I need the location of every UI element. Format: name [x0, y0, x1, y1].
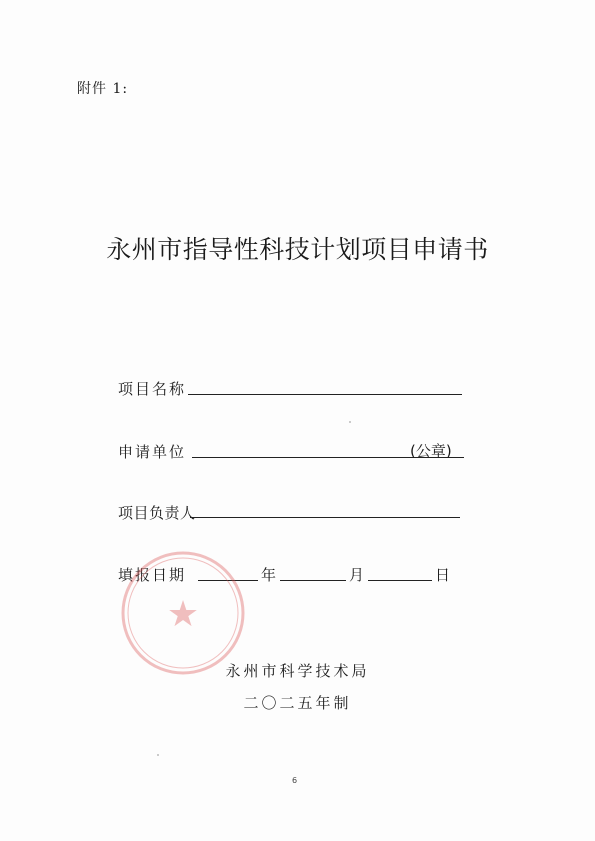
month-unit: 月 [349, 566, 365, 584]
fill-month-field[interactable] [280, 580, 346, 581]
project-name-label: 项目名称 [118, 380, 187, 398]
official-seal-stamp [118, 548, 248, 678]
day-unit: 日 [435, 566, 451, 584]
year-made: 二〇二五年制 [243, 694, 352, 712]
official-seal-note: (公章) [410, 442, 452, 460]
scan-speck [157, 754, 159, 756]
scan-speck [349, 421, 351, 423]
project-leader-label: 项目负责人 [118, 504, 196, 522]
applicant-unit-label: 申请单位 [118, 443, 187, 461]
page-number: 6 [292, 776, 298, 785]
project-name-field[interactable] [188, 394, 462, 395]
seal-star-icon: ★ [166, 594, 200, 635]
fill-date-label: 填报日期 [118, 566, 187, 584]
project-leader-field[interactable] [190, 517, 460, 518]
year-unit: 年 [261, 566, 277, 584]
fill-day-field[interactable] [368, 580, 432, 581]
document-title: 永州市指导性科技计划项目申请书 [106, 235, 489, 264]
attachment-label: 附件 1: [77, 81, 129, 97]
issuing-organization: 永州市科学技术局 [225, 662, 370, 680]
